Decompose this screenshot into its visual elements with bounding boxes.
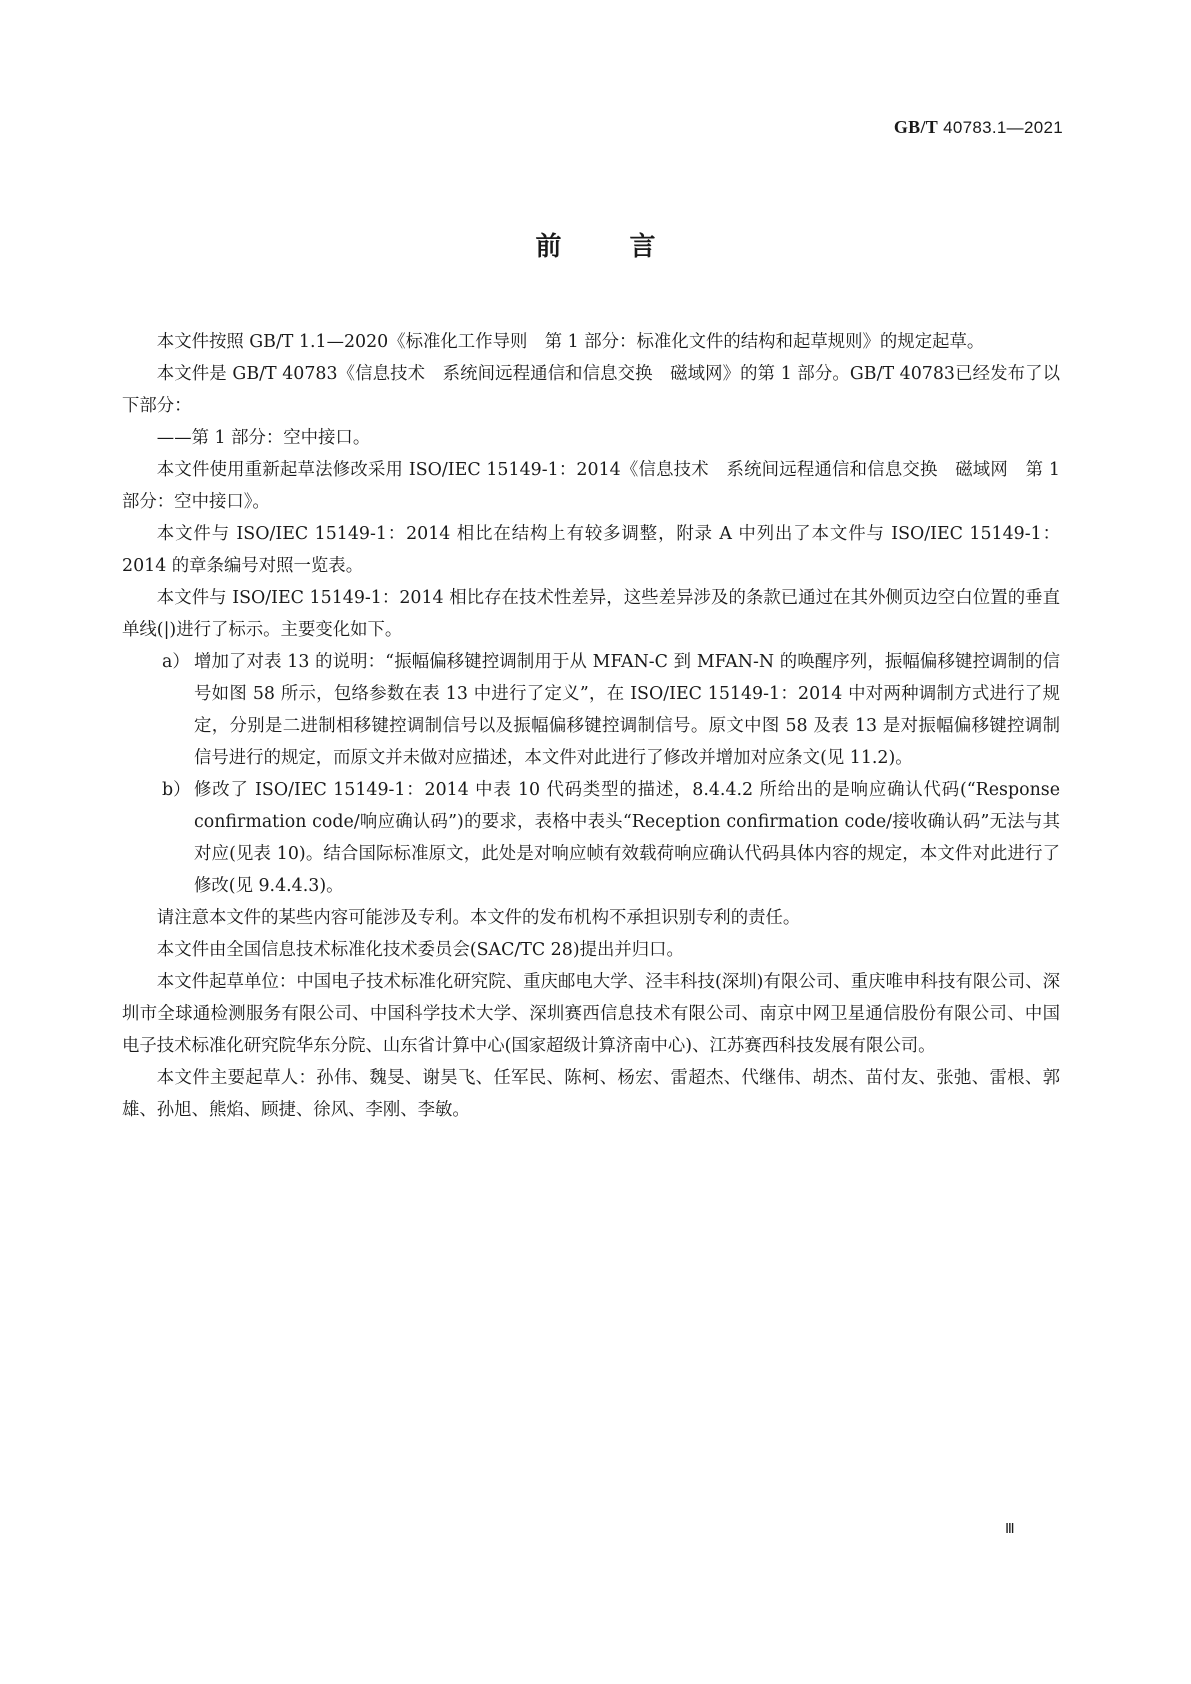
- paragraph-patent-notice: 请注意本文件的某些内容可能涉及专利。本文件的发布机构不承担识别专利的责任。: [156, 908, 801, 928]
- paragraph-drafting-rules: 本文件按照 GB/T 1.1—2020《标准化工作导则 第 1 部分：标准化文件的结构和起草规则》的规定起草。: [156, 332, 985, 352]
- document-body: [122, 326, 1060, 1126]
- change-item-b: [122, 774, 1060, 902]
- paragraph-structure-changes: 本文件与 ISO/IEC 15149-1：2014 相比在结构上有较多调整，附录 A 中列出了本文件与 ISO/IEC 15149-1：2014 的章条编号对照一览表。: [122, 524, 1060, 576]
- change-item-a: [122, 646, 1060, 774]
- standard-prefix: GB/T: [893, 117, 939, 137]
- change-text: 修改了 ISO/IEC 15149-1：2014 中表 10 代码类型的描述，8.4.4.2 所给出的是响应确认代码(“Response confirmation code/响应确认码”)的要求，表格中表头“Reception confirmation code/接收确认码”无法与其对应(见表 10)。结合国际标准原文，此处是对响应帧有效载荷响应确认代码具体内容的规定，本文件对此进行了修改(见 9.4.4.3)。: [194, 780, 1060, 896]
- paragraph-drafting-units: 本文件起草单位：中国电子技术标准化研究院、重庆邮电大学、泾丰科技(深圳)有限公司、重庆唯申科技有限公司、深圳市全球通检测服务有限公司、中国科学技术大学、深圳赛西信息技术有限公司、南京中网卫星通信股份有限公司、中国电子技术标准化研究院华东分院、山东省计算中心(国家超级计算济南中心)、江苏赛西科技发展有限公司。: [122, 972, 1060, 1056]
- paragraph-proposer: 本文件由全国信息技术标准化技术委员会(SAC/TC 28)提出并归口。: [156, 940, 684, 960]
- paragraph-adoption: 本文件使用重新起草法修改采用 ISO/IEC 15149-1：2014《信息技术 系统间远程通信和信息交换 磁域网 第 1 部分：空中接口》。: [122, 460, 1060, 512]
- change-label: a）: [162, 652, 190, 672]
- change-label: b）: [162, 780, 191, 800]
- published-part-item: ——第 1 部分：空中接口。: [156, 428, 371, 448]
- standard-number: 40783.1—2021: [943, 118, 1063, 137]
- standard-code: [894, 117, 1063, 138]
- change-text: 增加了对表 13 的说明：“振幅偏移键控调制用于从 MFAN-C 到 MFAN-N 的唤醒序列，振幅偏移键控调制的信号如图 58 所示，包络参数在表 13 中进行了定义”，在 ISO/IEC 15149-1：2014 中对两种调制方式进行了规定，分别是二进制相移键控调制信号以及振幅偏移键控调制信号。原文中图 58 及表 13 是对振幅偏移键控调制信号进行的规定，而原文并未做对应描述，本文件对此进行了修改并增加对应条文(见 11.2)。: [194, 652, 1060, 768]
- page-number: Ⅲ: [1005, 1522, 1015, 1537]
- page-title: 前言: [535, 232, 724, 262]
- paragraph-series-info: 本文件是 GB/T 40783《信息技术 系统间远程通信和信息交换 磁域网》的第 1 部分。GB/T 40783已经发布了以下部分：: [122, 364, 1060, 416]
- paragraph-technical-differences: 本文件与 ISO/IEC 15149-1：2014 相比存在技术性差异，这些差异涉及的条款已通过在其外侧页边空白位置的垂直单线(|)进行了标示。主要变化如下。: [122, 588, 1060, 640]
- paragraph-drafters: 本文件主要起草人：孙伟、魏旻、谢昊飞、任军民、陈柯、杨宏、雷超杰、代继伟、胡杰、苗付友、张弛、雷根、郭雄、孙旭、熊焰、顾捷、徐风、李刚、李敏。: [122, 1068, 1060, 1120]
